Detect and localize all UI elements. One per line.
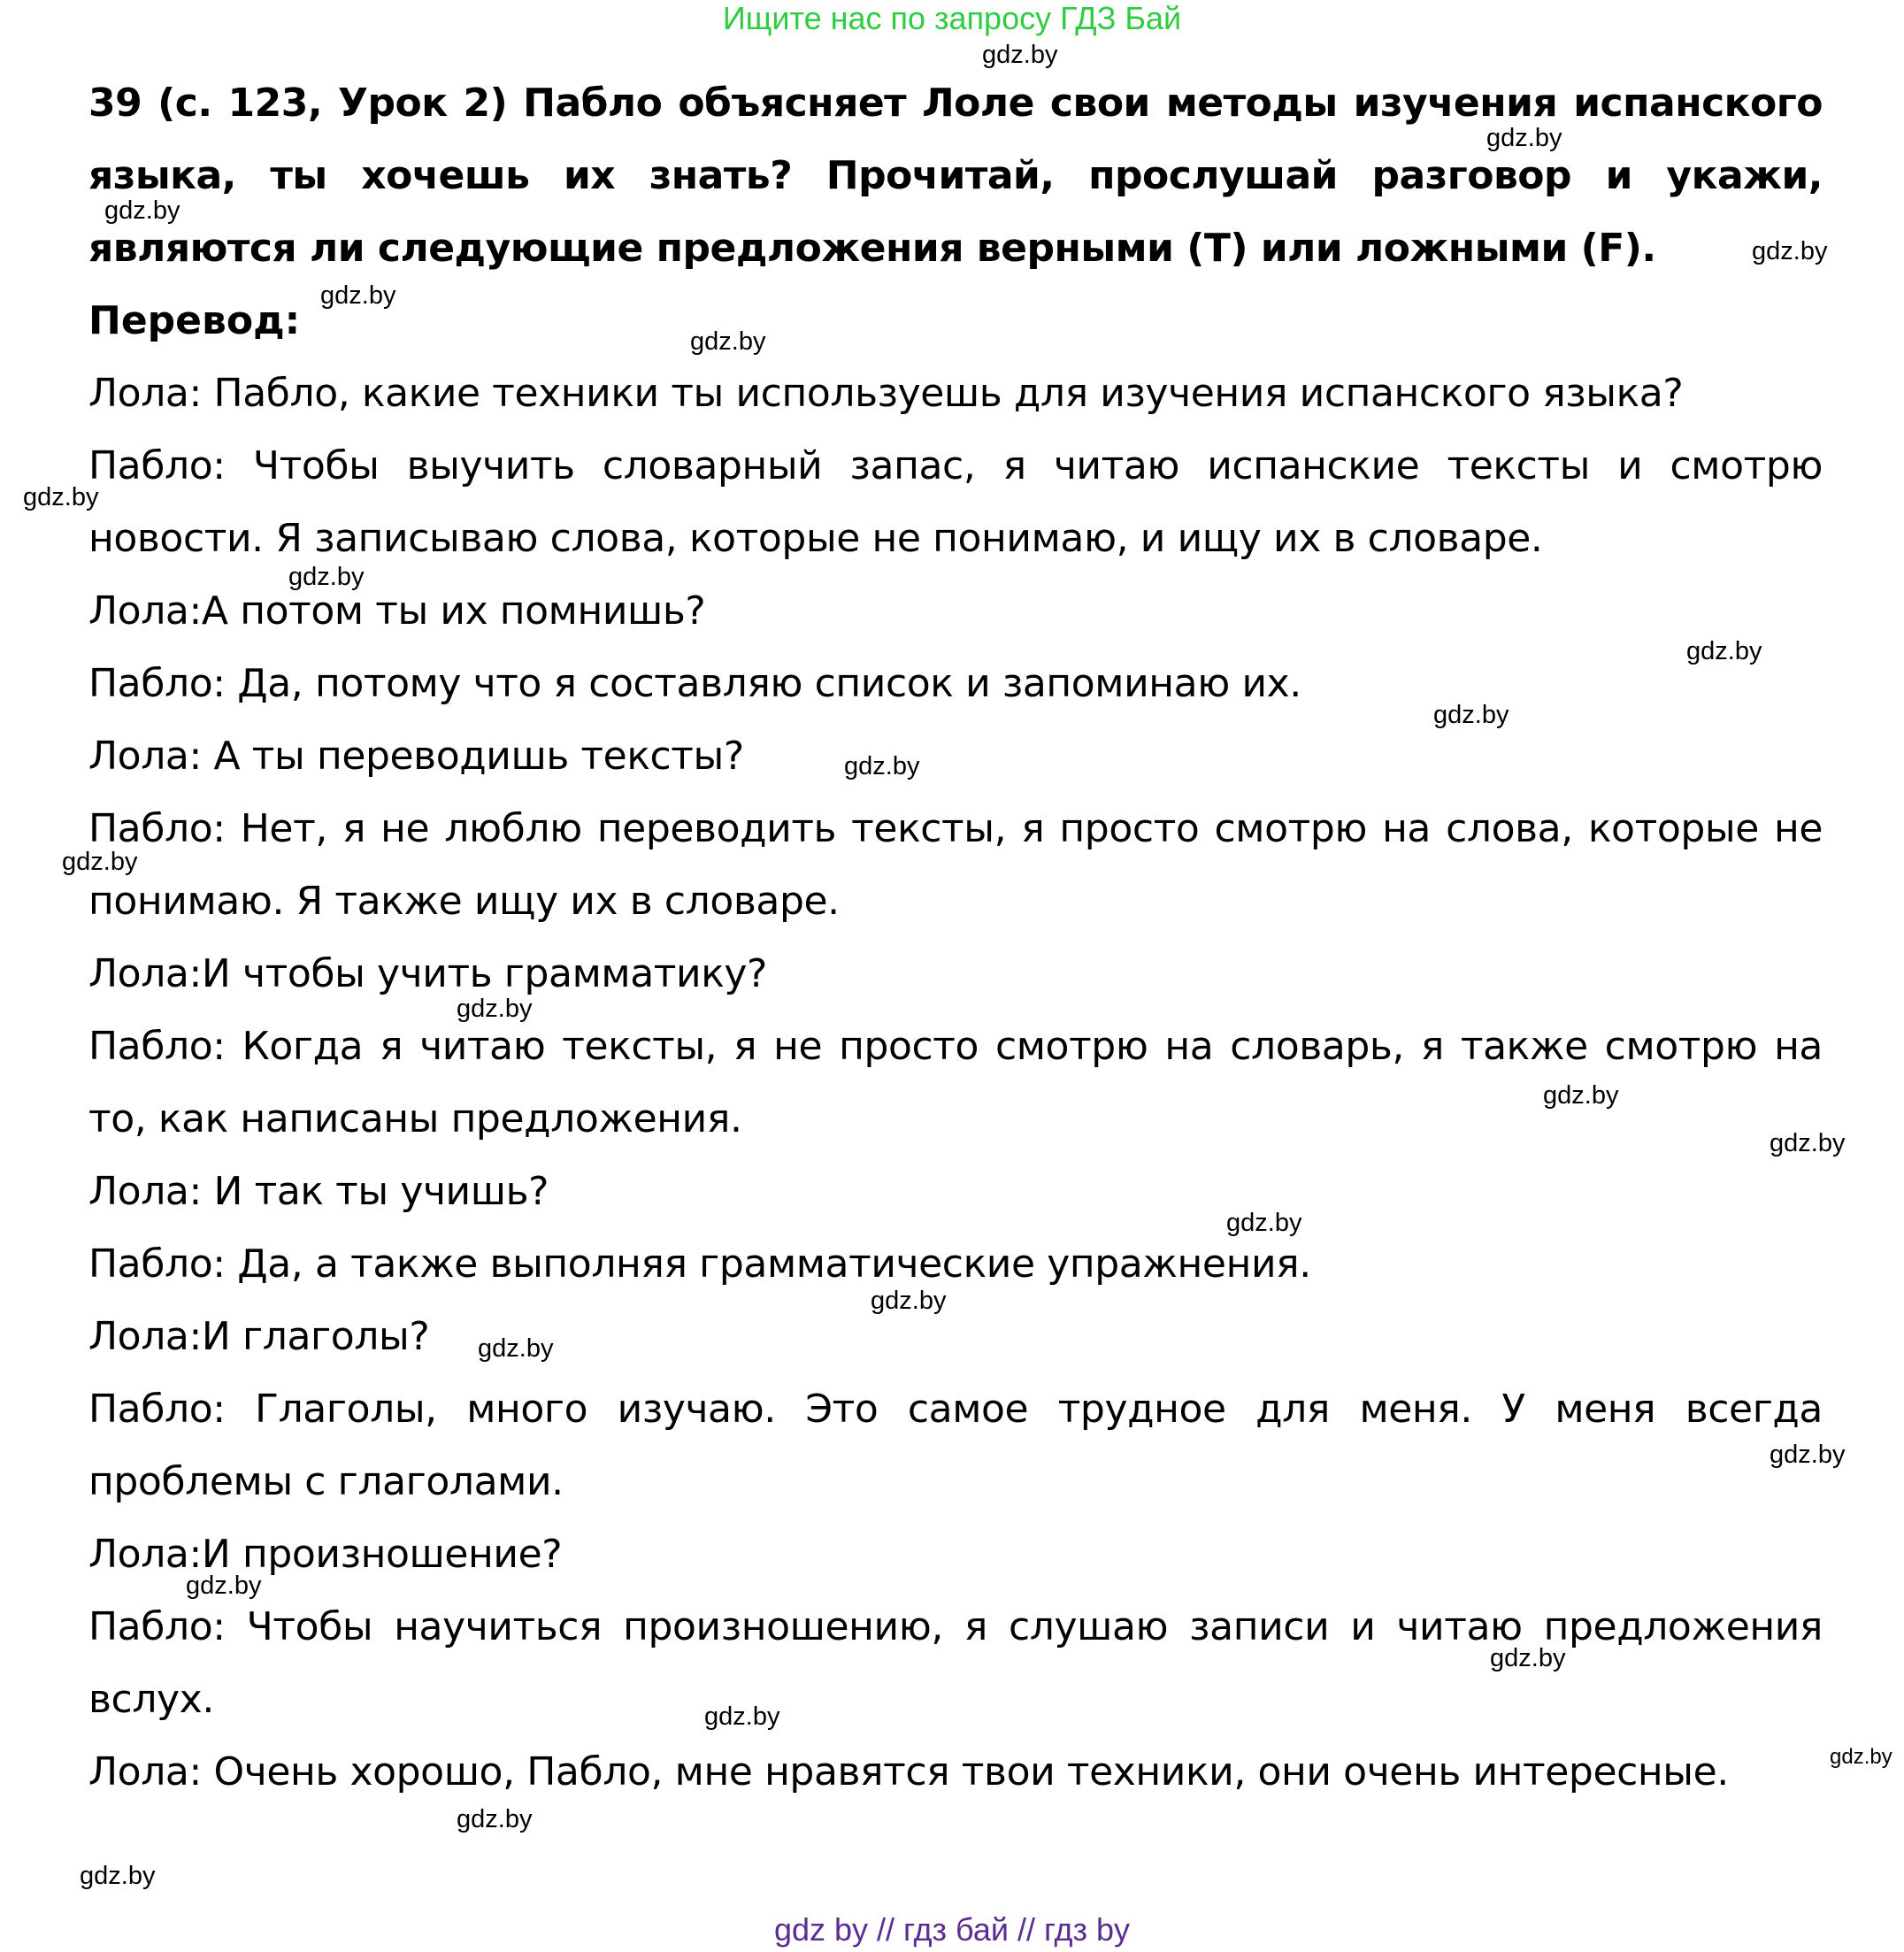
dialogue-line: Лола: Очень хорошо, Пабло, мне нравятся твои техники, они очень интересные. [88, 1749, 1729, 1794]
watermark: gdz.by [104, 196, 180, 225]
watermark: gdz.by [704, 1702, 780, 1731]
watermark: gdz.by [982, 41, 1058, 69]
watermark: gdz.by [320, 281, 396, 310]
dialogue-line: Лола: А ты переводишь тексты? [88, 734, 744, 779]
translation-label: Перевод: [88, 298, 301, 343]
footer-links[interactable]: gdz by // гдз бай // гдз by [773, 1911, 1131, 1948]
dialogue-line: Пабло: Чтобы выучить словарный запас, я читаю испанские тексты и смотрю новости. Я записываю слова, которые не понимаю, и ищу их в словаре. [88, 443, 1823, 561]
dialogue-line: Лола:И глаголы? [88, 1314, 430, 1359]
dialogue-line: Лола:И произношение? [88, 1532, 563, 1577]
watermark: gdz.by [62, 848, 138, 876]
dialogue-line: Пабло: Да, а также выполняя грамматические упражнения. [88, 1241, 1311, 1287]
watermark: gdz.by [186, 1572, 262, 1600]
document-body [88, 67, 1823, 1809]
watermark: gdz.by [844, 752, 920, 780]
watermark: gdz.by [690, 327, 766, 356]
watermark: gdz.by [1486, 124, 1562, 152]
dialogue-line: Пабло: Нет, я не люблю переводить тексты, я просто смотрю на слова, которые не понимаю. Я также ищу их в словаре. [88, 806, 1823, 924]
watermark: gdz.by [1752, 237, 1828, 265]
watermark: gdz.by [1770, 1129, 1846, 1157]
dialogue-line: Пабло: Глаголы, много изучаю. Это самое трудное для меня. У меня всегда проблемы с глаголами. [88, 1387, 1823, 1504]
watermark: gdz.by [1433, 701, 1509, 729]
watermark: gdz.by [871, 1287, 947, 1315]
top-banner[interactable]: Ищите нас по запросу ГДЗ Бай [722, 0, 1182, 36]
watermark: gdz.by [288, 563, 365, 591]
watermark: gdz.by [1226, 1209, 1302, 1237]
watermark: gdz.by [80, 1862, 156, 1890]
exercise-heading: 39 (с. 123, Урок 2) Пабло объясняет Лоле свои методы изучения испанского языка, ты хочешь их знать? Прочитай, прослушай разговор и укажи, являются ли следующие предложения верными (T) или ложными (F). [88, 81, 1823, 271]
dialogue-line: Лола: И так ты учишь? [88, 1169, 549, 1214]
dialogue-line: Пабло: Чтобы научиться произношению, я слушаю записи и читаю предложения вслух. [88, 1604, 1823, 1722]
watermark: gdz.by [1686, 637, 1762, 665]
watermark: gdz.by [457, 995, 533, 1023]
watermark: gdz.by [1830, 1745, 1892, 1769]
dialogue-line: Пабло: Да, потому что я составляю список и запоминаю их. [88, 661, 1301, 706]
dialogue-line: Лола:И чтобы учить грамматику? [88, 951, 767, 996]
dialogue-line: Лола: Пабло, какие техники ты используешь для изучения испанского языка? [88, 371, 1684, 416]
watermark: gdz.by [1770, 1441, 1846, 1469]
dialogue-line: Лола:А потом ты их помнишь? [88, 588, 706, 634]
watermark: gdz.by [1490, 1644, 1566, 1672]
dialogue-line: Пабло: Когда я читаю тексты, я не просто смотрю на словарь, я также смотрю на то, как написаны предложения. [88, 1024, 1823, 1141]
watermark: gdz.by [23, 483, 99, 511]
watermark: gdz.by [1543, 1081, 1619, 1110]
watermark: gdz.by [478, 1334, 554, 1363]
watermark: gdz.by [457, 1805, 533, 1833]
